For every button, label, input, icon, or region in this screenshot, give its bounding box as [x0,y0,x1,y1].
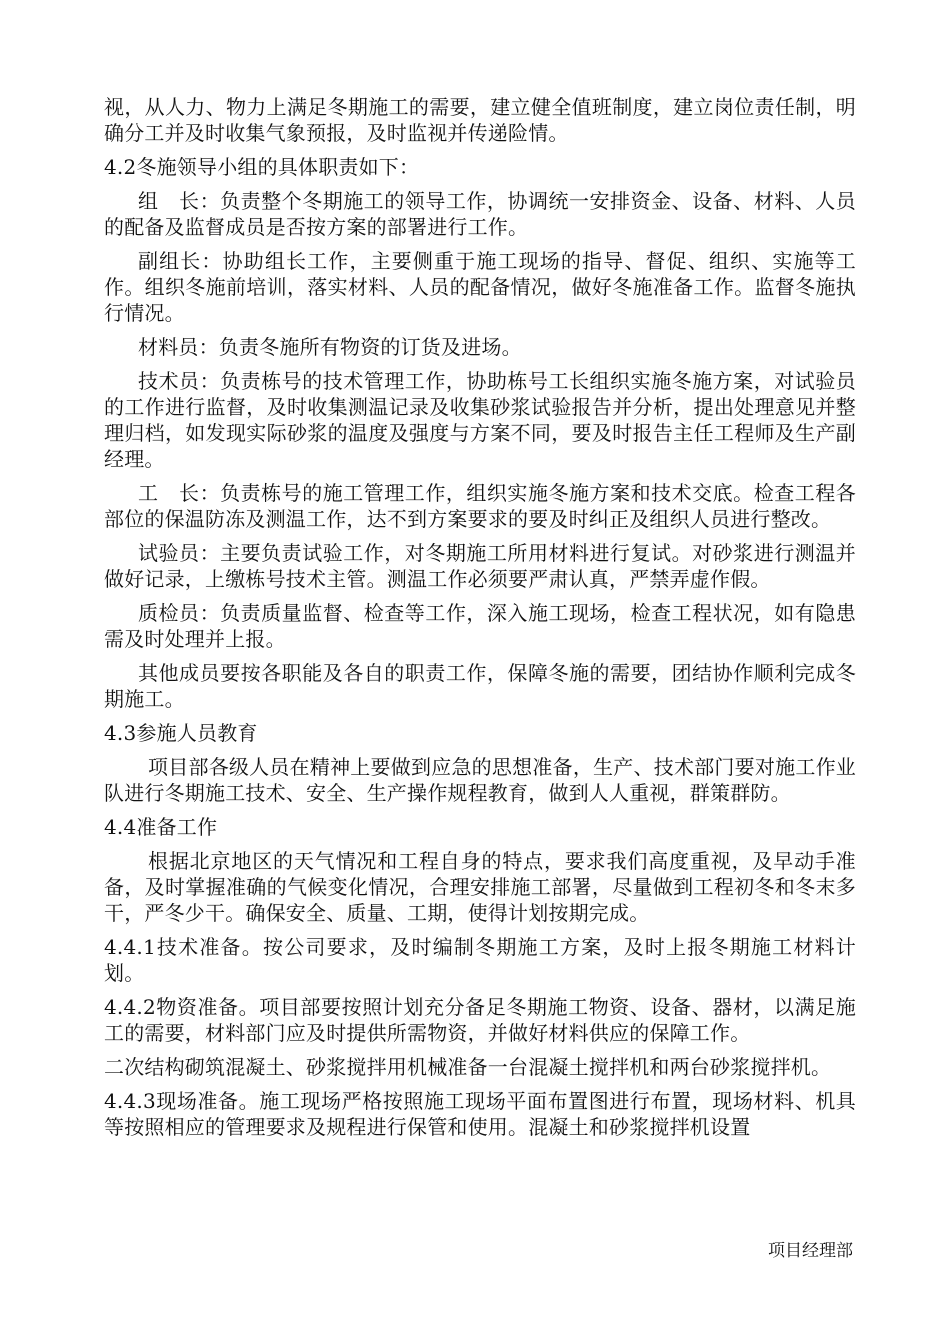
section-heading-4-2: 4.2冬施领导小组的具体职责如下： [104,155,420,179]
paragraph-material-preparation: 4.4.2物资准备。项目部要按照计划充分备足冬期施工物资、设备、器材，以满足施工的需要，材料部门应及时提供所需物资，并做好材料供应的保障工作。 [104,995,856,1045]
section-heading-4-4: 4.4准备工作 [104,815,218,839]
section-heading-4-3: 4.3参施人员教育 [104,721,258,745]
document-body [104,94,856,1148]
paragraph-preparation-overview: 根据北京地区的天气情况和工程自身的特点，要求我们高度重视，及早动手准备，及时掌握准确的气候变化情况，合理安排施工部署，尽量做到工程初冬和冬末多干，严冬少干。确保安全、质量、工期，使得计划按期完成。 [104,849,856,925]
paragraph-technical-preparation: 4.4.1技术准备。按公司要求，及时编制冬期施工方案，及时上报冬期施工材料计划。 [104,935,856,985]
paragraph-technician: 技术员：负责栋号的技术管理工作，协助栋号工长组织实施冬施方案，对试验员的工作进行监督，及时收集测温记录及收集砂浆试验报告并分析，提出处理意见并整理归档，如发现实际砂浆的温度及强度与方案不同，要及时报告主任工程师及生产副经理。 [104,369,856,471]
footer-department: 项目经理部 [768,1241,853,1261]
paragraph-foreman: 工 长：负责栋号的施工管理工作，组织实施冬施方案和技术交底。检查工程各部位的保温防冻及测温工作，达不到方案要求的要及时纠正及组织人员进行整改。 [104,481,856,531]
paragraph-materials-officer: 材料员：负责冬施所有物资的订货及进场。 [138,335,522,359]
paragraph-test-officer: 试验员：主要负责试验工作，对冬期施工所用材料进行复试。对砂浆进行测温并做好记录，上缴栋号技术主管。测温工作必须要严肃认真，严禁弄虚作假。 [104,541,856,591]
paragraph-other-members: 其他成员要按各职能及各自的职责工作，保障冬施的需要，团结协作顺利完成冬期施工。 [104,661,856,711]
paragraph-staff-education: 项目部各级人员在精神上要做到应急的思想准备，生产、技术部门要对施工作业队进行冬期施工技术、安全、生产操作规程教育，做到人人重视，群策群防。 [104,755,856,805]
paragraph-continuation: 视，从人力、物力上满足冬期施工的需要，建立健全值班制度，建立岗位责任制，明确分工并及时收集气象预报，及时监视并传递险情。 [104,95,856,145]
paragraph-machinery: 二次结构砌筑混凝土、砂浆搅拌用机械准备一台混凝土搅拌机和两台砂浆搅拌机。 [104,1055,832,1079]
paragraph-quality-inspector: 质检员：负责质量监督、检查等工作，深入施工现场，检查工程状况，如有隐患需及时处理并上报。 [104,601,856,651]
paragraph-site-preparation: 4.4.3现场准备。施工现场严格按照施工现场平面布置图进行布置，现场材料、机具等按照相应的管理要求及规程进行保管和使用。混凝土和砂浆搅拌机设置 [104,1089,856,1139]
paragraph-deputy-leader: 副组长：协助组长工作，主要侧重于施工现场的指导、督促、组织、实施等工作。组织冬施前培训，落实材料、人员的配备情况，做好冬施准备工作。监督冬施执行情况。 [104,249,856,325]
paragraph-group-leader: 组 长：负责整个冬期施工的领导工作，协调统一安排资金、设备、材料、人员的配备及监督成员是否按方案的部署进行工作。 [104,189,856,239]
